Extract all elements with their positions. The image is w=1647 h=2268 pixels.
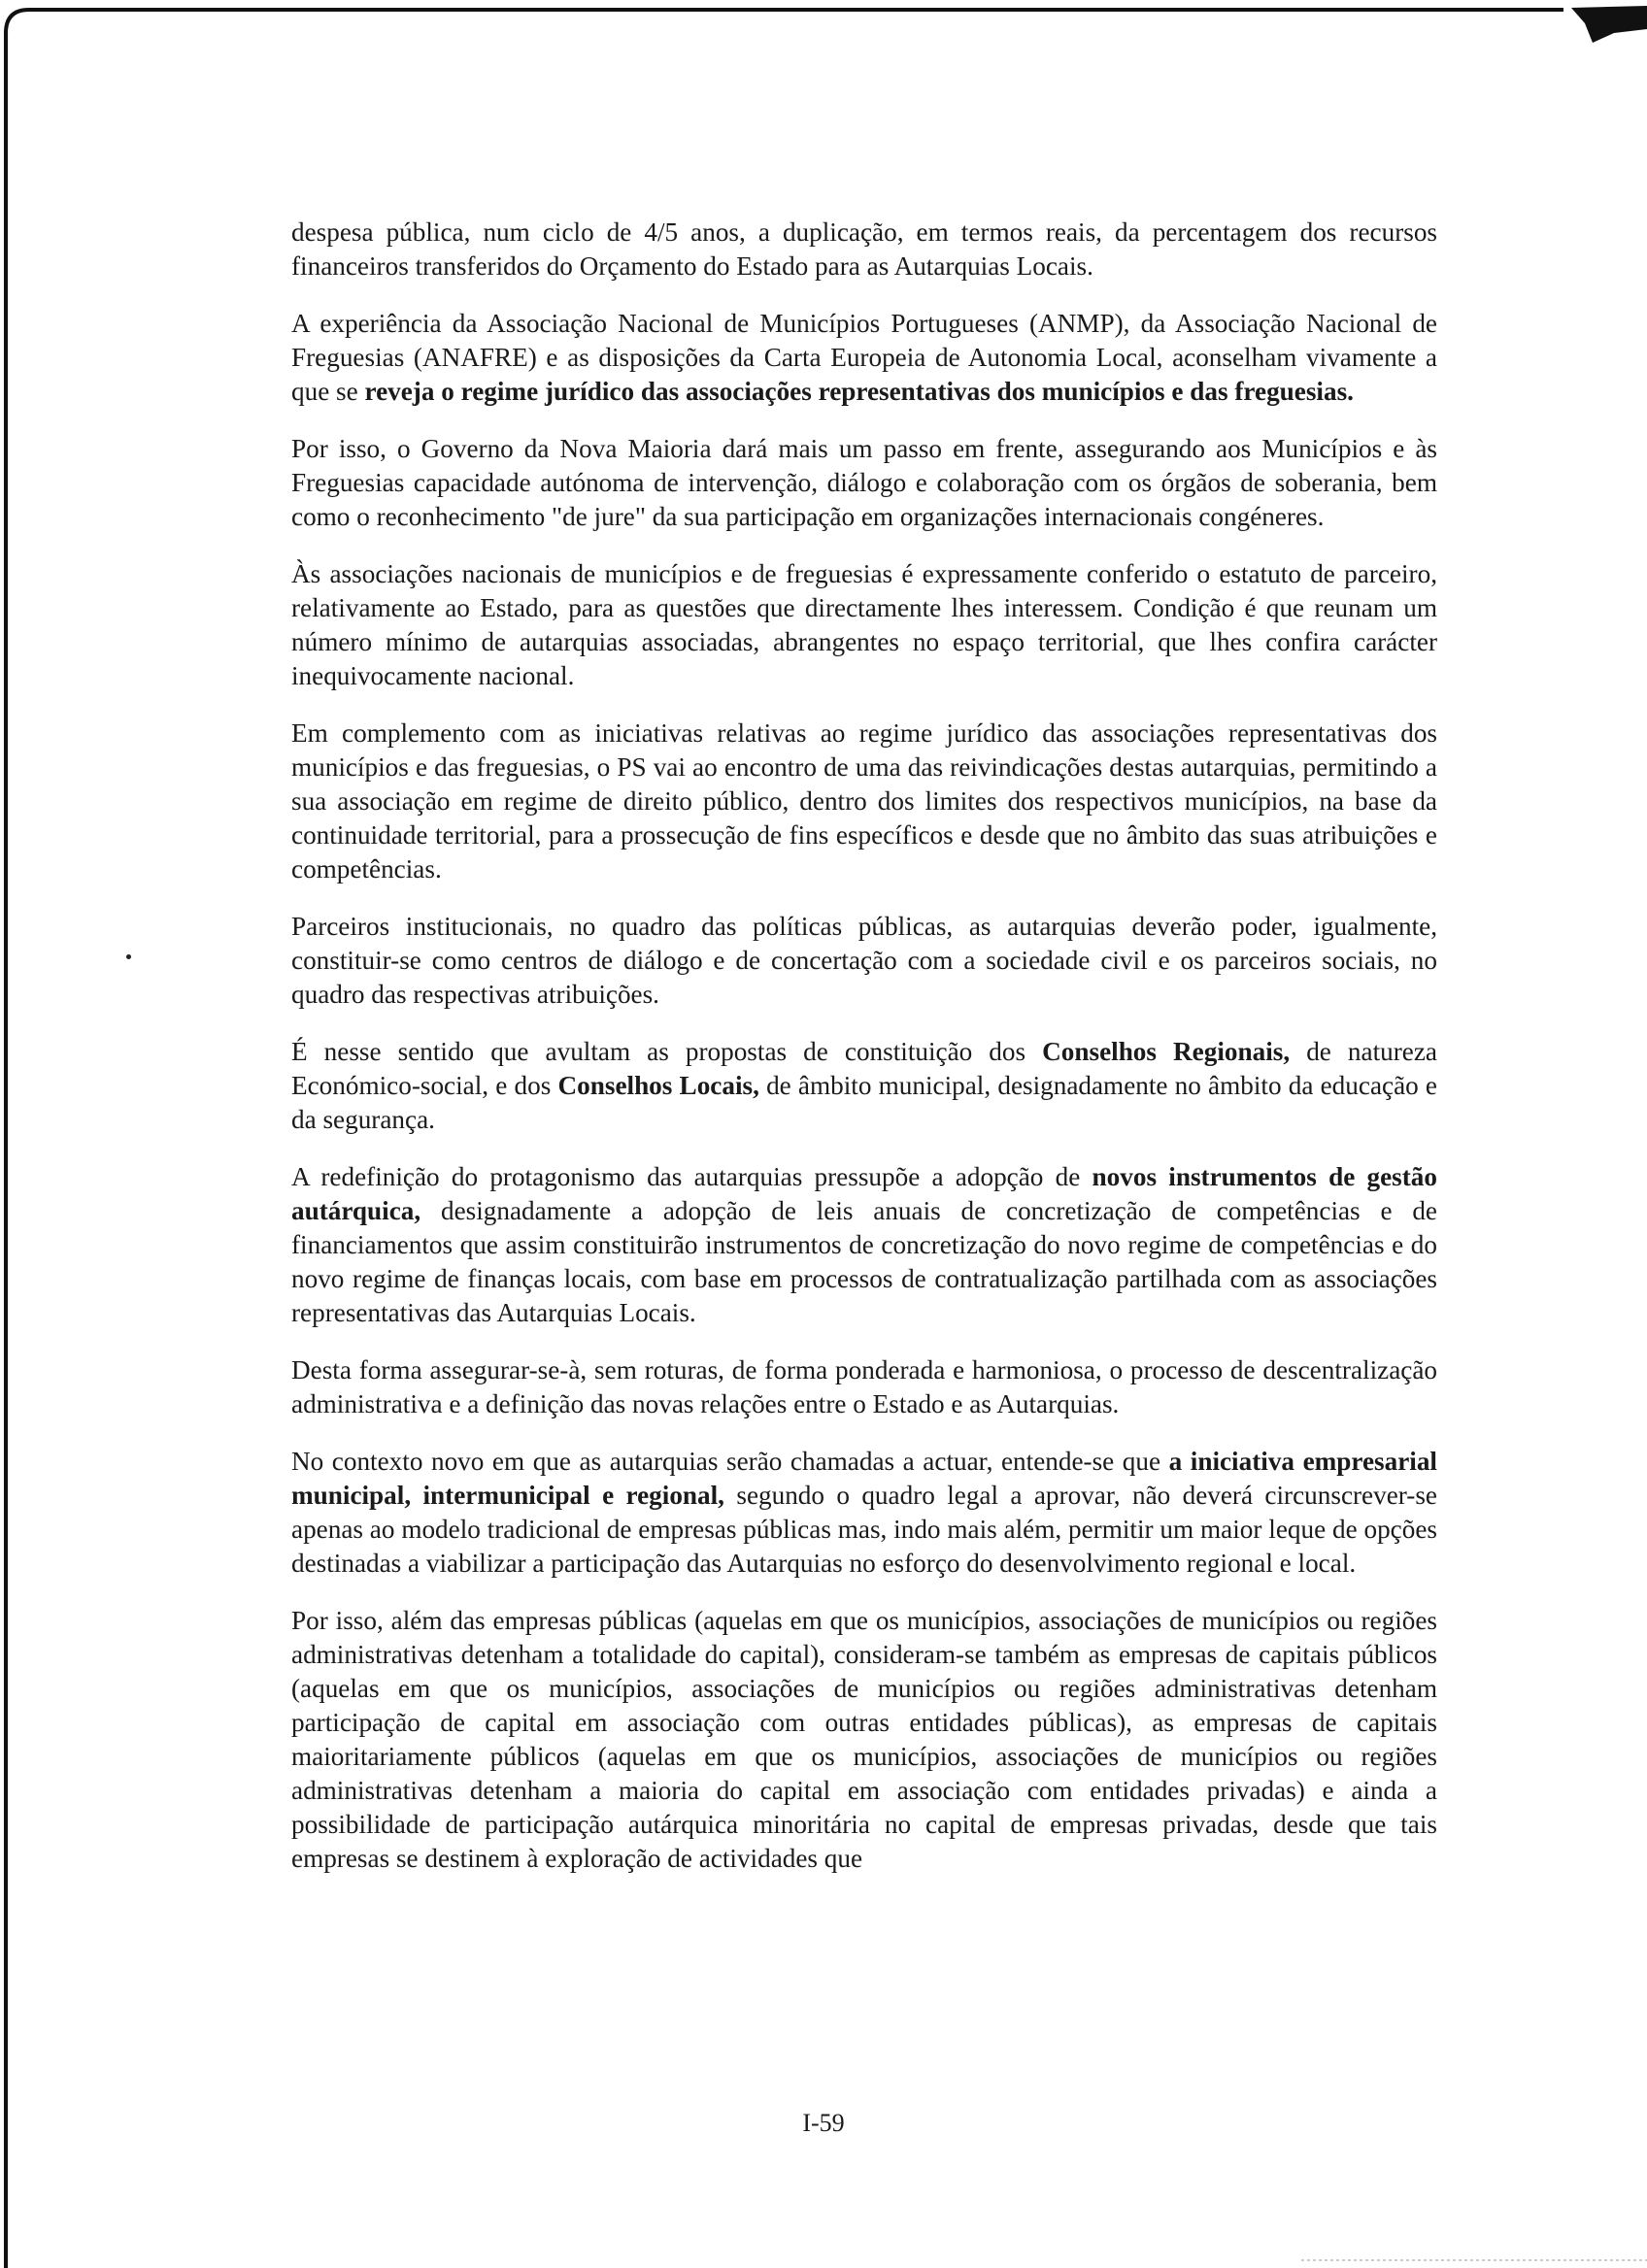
paragraph [291,910,1437,1012]
paragraph [291,557,1437,693]
text-segment: Por isso, além das empresas públicas (aquelas em que os municípios, associações de municípios ou regiões administrativas detenham a totalidade do capital), consideram-se também as empresas de capitais públicos (aquelas em que os municípios, associações de municípios ou regiões administrativas detenham participação de capital em associação com outras entidades públicas), as empresas de capitais maioritariamente públicos (aquelas em que os municípios, associações de municípios ou regiões administrativas detenham a maioria do capital em associação com entidades privadas) e ainda a possibilidade de participação autárquica minoritária no capital de empresas privadas, desde que tais empresas se destinem à exploração de actividades que [291,1606,1437,1873]
bold-text-segment: Conselhos Regionais, [1042,1037,1291,1066]
text-segment: de âmbito municipal, designadamente no âmbito da educação e da segurança. [291,1071,1437,1134]
text-segment: Parceiros institucionais, no quadro das políticas públicas, as autarquias deverão poder, igualmente, constituir-se como centros de diálogo e de concertação com a sociedade civil e os parceiros sociais, no quadro das respectivas atribuições. [291,912,1437,1009]
text-segment: de natureza Económico-social, e dos [291,1037,1437,1100]
paragraph [291,1445,1437,1581]
text-segment: despesa pública, num ciclo de 4/5 anos, a duplicação, em termos reais, da percentagem dos recursos financeiros transferidos do Orçamento do Estado para as Autarquias Locais. [291,217,1437,281]
text-segment: designadamente a adopção de leis anuais de concretização de competências e de financiamentos que assim constituirão instrumentos de concretização do novo regime de competências e do novo regime de finanças locais, com base em processos de contratualização partilhada com as associações representativas das Autarquias Locais. [291,1196,1437,1327]
paragraph [291,1160,1437,1330]
paragraph [291,717,1437,886]
document-body [291,216,1437,1899]
text-segment: Às associações nacionais de municípios e de freguesias é expressamente conferido o estatuto de parceiro, relativamente ao Estado, para as questões que directamente lhes interessem. Condição é que reunam um número mínimo de autarquias associadas, abrangentes no espaço territorial, que lhes confira carácter inequivocamente nacional. [291,559,1437,690]
paragraph [291,1353,1437,1421]
paragraph [291,1604,1437,1876]
paragraph [291,216,1437,284]
page-number: I-59 [802,2109,845,2137]
text-segment: A redefinição do protagonismo das autarquias pressupõe a adopção de [291,1162,1092,1191]
text-segment: Desta forma assegurar-se-à, sem roturas, de forma ponderada e harmoniosa, o processo de descentralização administrativa e a definição das novas relações entre o Estado e as Autarquias. [291,1355,1437,1418]
paragraph [291,432,1437,534]
text-segment: segundo o quadro legal a aprovar, não deverá circunscrever-se apenas ao modelo tradicional de empresas públicas mas, indo mais além, permitir um maior leque de opções destinadas a viabilizar a participação das Autarquias no esforço do desenvolvimento regional e local. [291,1481,1437,1578]
bold-text-segment: novos instrumentos de gestão autárquica, [291,1162,1437,1225]
paragraph [291,1035,1437,1137]
bold-text-segment: a iniciativa empresarial municipal, intermunicipal e regional, [291,1447,1437,1510]
text-segment: No contexto novo em que as autarquias serão chamadas a actuar, entende-se que [291,1447,1169,1476]
scan-corner-fold [1571,6,1647,43]
paragraph [291,307,1437,409]
bold-text-segment: Conselhos Locais, [557,1071,759,1100]
text-segment: Por isso, o Governo da Nova Maioria dará mais um passo em frente, assegurando aos Municípios e às Freguesias capacidade autónoma de intervenção, diálogo e colaboração com os órgãos de soberania, bem como o reconhecimento "de jure" da sua participação em organizações internacionais congéneres. [291,434,1437,531]
text-segment: É nesse sentido que avultam as propostas de constituição dos [291,1037,1043,1066]
text-segment: A experiência da Associação Nacional de Municípios Portugueses (ANMP), da Associação Nacional de Freguesias (ANAFRE) e as disposições da Carta Europeia de Autonomia Local, aconselham vivamente a que se [291,309,1437,406]
bold-text-segment: reveja o regime jurídico das associações representativas dos municípios e das freguesias. [364,377,1354,406]
text-segment: Em complemento com as iniciativas relativas ao regime jurídico das associações representativas dos municípios e das freguesias, o PS vai ao encontro de uma das reivindicações destas autarquias, permitindo a sua associação em regime de direito público, dentro dos limites dos respectivos municípios, na base da continuidade territorial, para a prossecução de fins específicos e desde que no âmbito das suas atribuições e competências. [291,718,1437,884]
scan-speck [126,954,131,959]
